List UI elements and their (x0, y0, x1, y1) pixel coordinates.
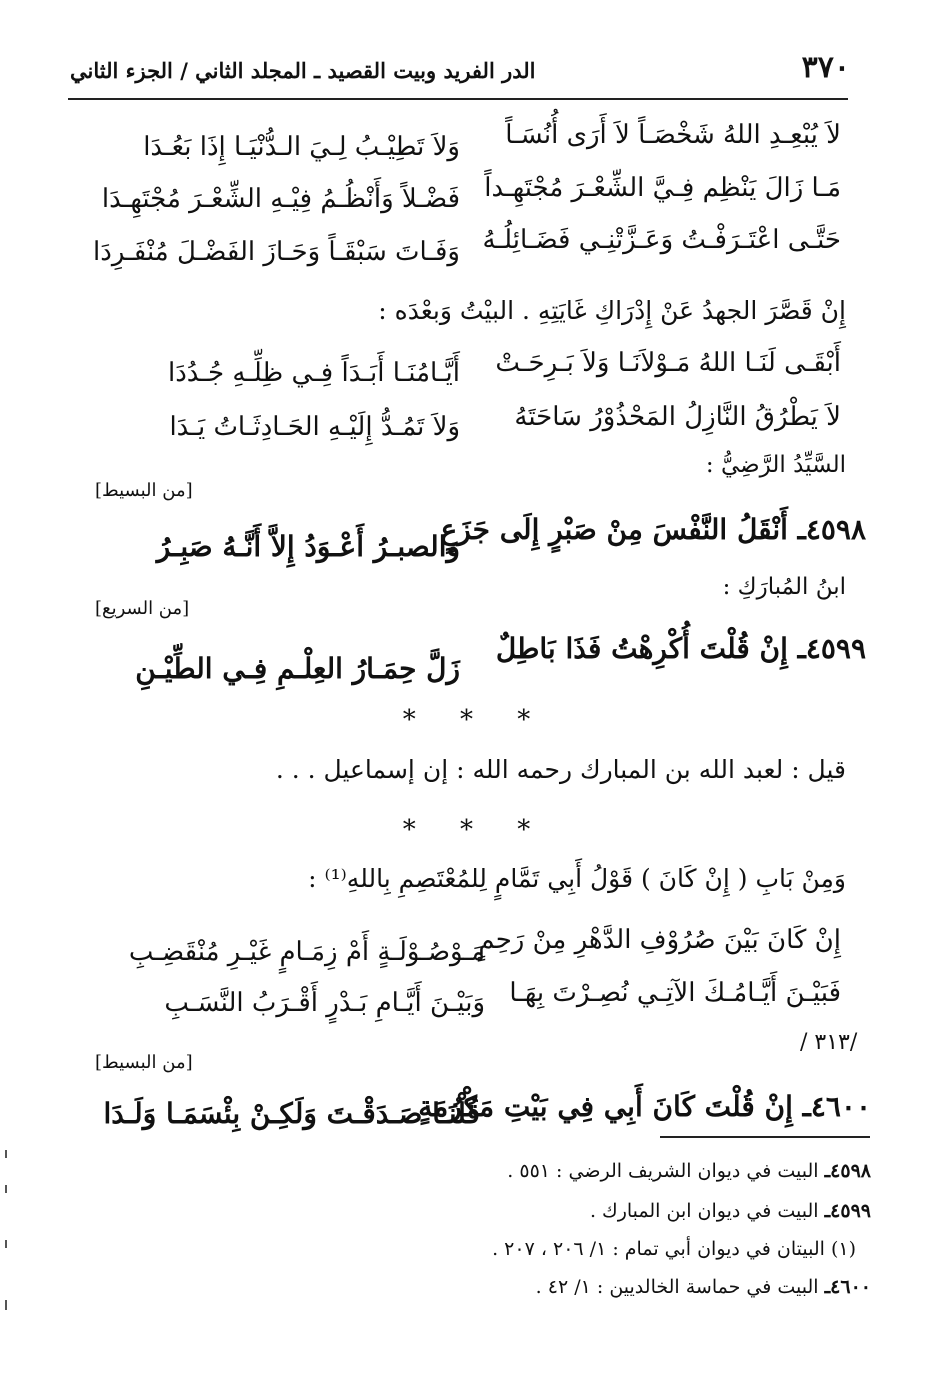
header-rule (68, 98, 848, 100)
footnote-text: البيت في ديوان ابن المبارك . (589, 1200, 819, 1222)
footnote-number: ٤٥٩٨ـ (824, 1160, 871, 1182)
verse-number: ٤٥٩٩ـ (797, 632, 866, 665)
footnote-text: البيتان في ديوان أبي تمام : ١/ ٢٠٦ ، ٢٠٧ . (492, 1238, 825, 1260)
footnote (71, 1276, 871, 1298)
running-header: الدر الفريد وبيت القصيد ـ المجلد الثاني / الجزء الثاني (70, 58, 536, 83)
verse-hemistich-right: فَبَيْـنَ أَيَّـامُـكَ الآتِـي نُصِـرْتَ بِهَـا (509, 978, 841, 1008)
numbered-verse-right (440, 513, 866, 546)
numbered-verse-right (446, 632, 866, 665)
prose-line: وَمِنْ بَابِ ( إِنْ كَانَ ) قَوْلُ أَبِي تَمَّامٍ لِلمُعْتَصِمِ بِاللهِ⁽¹⁾ : (308, 864, 846, 893)
verse-number: ٤٦٠٠ـ (802, 1090, 871, 1123)
meter-label: [من البسيط] (95, 480, 193, 501)
verse-hemistich-right: لاَ يُبْعِـدِ اللهُ شَخْصَـاً لاَ أَرَى أُنُسَـاً (505, 120, 841, 150)
numbered-verse-left: قُلْنَـا صَـدَقْـتَ وَلَكِـنْ بِئْسَمَـا وَلَـدَا (103, 1097, 480, 1130)
meter-label: [من السريع] (95, 598, 190, 619)
verse-hemistich-left: مَـوْصُـوْلَـةٍ أَمْ زِمَـامٍ غَيْـرِ مُنْقَضِـبِ (128, 937, 485, 967)
footnote (71, 1160, 871, 1182)
footnote-text: البيت في حماسة الخالديين : ١/ ٤٢ . (535, 1276, 819, 1298)
verse-number: ٤٥٩٨ـ (797, 513, 866, 546)
verse-hemistich-left: وَفَـاتَ سَبْقَـاً وَحَـازَ الفَضْـلَ مُنْفَـرِدَا (93, 237, 460, 267)
footnote (56, 1238, 856, 1260)
footnote-rule (660, 1136, 870, 1138)
scan-margin-mark (5, 1240, 7, 1248)
original-page-marker: / ٣١٣/ (800, 1030, 858, 1055)
hemistich: إِنْ قُلْتَ أُكْرِهْتُ فَذَا بَاطِلٌ (495, 632, 788, 665)
verse-hemistich-right: أَبْقَـى لَنَـا اللهُ مَـوْلاَنَـا وَلاَ بَـرِحَـتْ (495, 348, 841, 378)
scan-margin-mark (5, 1185, 7, 1193)
verse-hemistich-right: لاَ يَطْرُقُ النَّازِلُ المَحْذُوْرُ سَاحَتَهُ (514, 402, 841, 432)
poet-name: ابنُ المُبارَكِ : (722, 574, 846, 600)
numbered-verse-left: وَالصبـرُ أَعْـوَدُ إِلاَّ أَنَّـهُ صَبِـرُ (156, 530, 460, 563)
footnote-number: (١) (830, 1238, 856, 1260)
section-divider-stars: * * * (402, 705, 549, 735)
numbered-verse-left: زَلَّ حِمَـارُ العِلْـمِ فِـي الطِّيْـنِ (135, 652, 460, 685)
page-number: ٣٧٠ (801, 50, 850, 85)
footnote-number: ٤٦٠٠ـ (824, 1276, 871, 1298)
verse-hemistich-right: إِنْ كَانَ بَيْنَ صُرُوْفِ الدَّهْرِ مِنْ رَحِمٍ (478, 925, 841, 955)
verse-hemistich-left: وَلاَ تَطِيْـبُ لِـيَ الـدُّنْيَـا إِذَا بَعُـدَا (143, 132, 460, 162)
footnote (71, 1200, 871, 1222)
verse-hemistich-left: وَبَيْـنَ أَيَّـامِ بَـدْرٍ أَقْـرَبُ النَّسَـبِ (164, 988, 485, 1018)
verse-hemistich-left: وَلاَ تَمُـدُّ إِلَيْـهِ الحَـادِثَـاتُ يَـدَا (169, 412, 460, 442)
poet-name: السَّيِّدُ الرَّضِيُّ : (705, 452, 846, 478)
prose-line: قيل : لعبد الله بن المبارك رحمه الله : إن إسماعيل . . . (275, 755, 846, 784)
scan-margin-mark (5, 1300, 7, 1310)
hemistich: إِنْ قُلْتَ كَانَ أَبِي فِي بَيْتِ مَكْرُمَةٍ (418, 1090, 793, 1123)
scan-margin-mark (5, 1150, 7, 1158)
numbered-verse-right (418, 1090, 871, 1123)
section-divider-stars: * * * (402, 815, 549, 845)
verse-hemistich-right: مَـا زَالَ يَنْظِم فِـيَّ الشِّعْـرَ مُجْتَهِـداً (484, 173, 841, 203)
verse-hemistich-right: حَتَّـى اعْتَـرَفْـتُ وَعَـزَّتْنِـي فَضَـائِلُـهُ (482, 225, 841, 255)
hemistich: أَنْقَلُ النَّفْسَ مِنْ صَبْرٍ إِلَى جَزَعٍ (440, 513, 788, 546)
prose-line: إِنْ قَصَّرَ الجهدُ عَنْ إِدْرَاكِ غَايَتِهِ . البيْتُ وَبعْدَه : (378, 296, 846, 325)
verse-hemistich-left: فَضْـلاً وَأَنْظُـمُ فِيْـهِ الشِّعْـرَ مُجْتَهِـدَا (101, 184, 460, 214)
footnote-text: البيت في ديوان الشريف الرضي : ٥٥١ . (507, 1160, 819, 1182)
meter-label: [من البسيط] (95, 1052, 193, 1073)
footnote-number: ٤٥٩٩ـ (824, 1200, 871, 1222)
verse-hemistich-left: أَيَّـامُنَـا أَبَـدَاً فِـي ظِلِّـهِ جُـدُدَا (167, 358, 460, 388)
